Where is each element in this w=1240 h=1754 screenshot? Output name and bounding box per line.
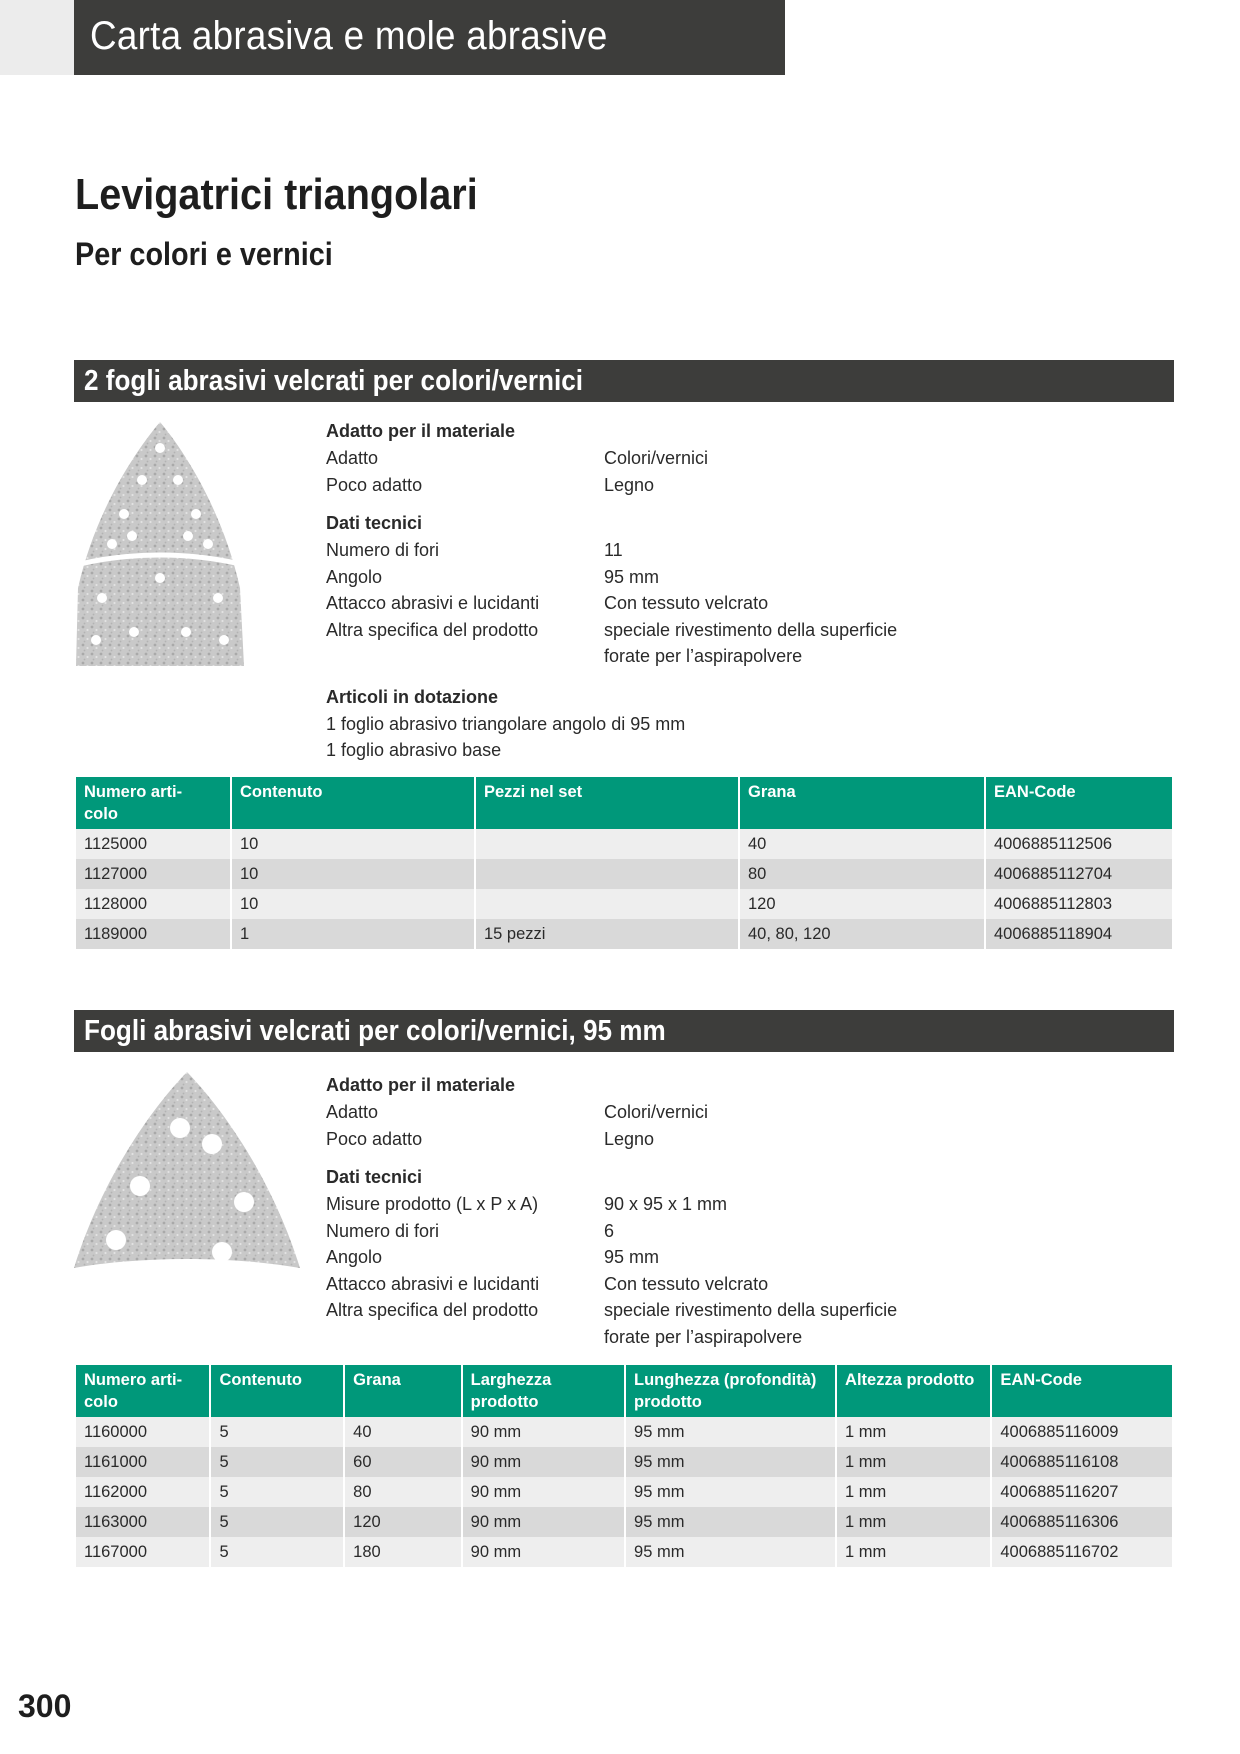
- category-title: Carta abrasiva e mole abrasive: [90, 14, 608, 58]
- col-header: Contenuto: [232, 777, 474, 829]
- tech-heading: Dati tecnici: [326, 1167, 423, 1187]
- table-row: [76, 829, 1172, 859]
- col-header: Lunghezza (profondità) prodotto: [626, 1365, 835, 1417]
- table-cell: 1: [232, 919, 474, 949]
- spec-key: Numero di fori: [326, 540, 440, 560]
- table-cell: 90 mm: [463, 1417, 624, 1447]
- table-cell: 4006885116306: [992, 1507, 1172, 1537]
- table-cell: 4006885112704: [986, 859, 1172, 889]
- triangle-sheet-shape: [76, 422, 244, 666]
- spec-value: 6: [604, 1220, 615, 1241]
- spec-value: speciale rivestimento della superficie: [604, 619, 898, 640]
- product1-image: [72, 418, 248, 674]
- table-cell: 95 mm: [626, 1477, 835, 1507]
- included-item: 1 foglio abrasivo base: [326, 739, 502, 760]
- spec-value: Con tessuto velcrato: [604, 593, 769, 613]
- table-cell: 5: [211, 1507, 343, 1537]
- material-heading: Adatto per il materiale: [326, 421, 516, 441]
- spec-key: Misure prodotto (L x P x A): [326, 1194, 539, 1214]
- section1-table: [74, 777, 1174, 949]
- table-cell: 1127000: [76, 859, 230, 889]
- table-cell: 80: [740, 859, 984, 889]
- table-cell: 1128000: [76, 889, 230, 919]
- spec-key: Attacco abrasivi e lucidanti: [326, 1273, 540, 1294]
- table-cell: 5: [211, 1537, 343, 1567]
- table-cell: 90 mm: [463, 1507, 624, 1537]
- table-row: [76, 1417, 1172, 1447]
- spec-value: Colori/vernici: [604, 1102, 709, 1122]
- table-cell: 60: [345, 1447, 461, 1477]
- col-header: Grana: [740, 777, 984, 829]
- table-cell: 90 mm: [463, 1447, 624, 1477]
- spec-value: 90 x 95 x 1 mm: [604, 1194, 728, 1214]
- spec-value: 11: [604, 540, 623, 560]
- table-cell: [476, 859, 738, 889]
- table-cell: 1189000: [76, 919, 230, 949]
- spec-key: Adatto: [326, 1102, 379, 1122]
- table-cell: 4006885116702: [992, 1537, 1172, 1567]
- table-cell: 1160000: [76, 1417, 209, 1447]
- table-cell: 1162000: [76, 1477, 209, 1507]
- table-cell: 80: [345, 1477, 461, 1507]
- table-cell: 5: [211, 1477, 343, 1507]
- table-cell: 180: [345, 1537, 461, 1567]
- table-cell: 4006885112803: [986, 889, 1172, 919]
- table-cell: 95 mm: [626, 1507, 835, 1537]
- spec-key: Angolo: [326, 566, 383, 587]
- table-cell: 95 mm: [626, 1447, 835, 1477]
- table-cell: 95 mm: [626, 1537, 835, 1567]
- table-cell: 120: [345, 1507, 461, 1537]
- page-title: Levigatrici triangolari: [75, 170, 478, 219]
- page-number: 300: [18, 1688, 72, 1724]
- section1-specs: [326, 418, 1086, 763]
- table-row: [76, 889, 1172, 919]
- table-cell: 10: [232, 829, 474, 859]
- table-cell: 120: [740, 889, 984, 919]
- table-cell: 4006885116207: [992, 1477, 1172, 1507]
- table-cell: 4006885118904: [986, 919, 1172, 949]
- table-cell: 90 mm: [463, 1477, 624, 1507]
- col-header: Pezzi nel set: [476, 777, 738, 829]
- table-cell: 4006885116009: [992, 1417, 1172, 1447]
- table-cell: 1125000: [76, 829, 230, 859]
- col-header: Numero arti- colo: [76, 777, 230, 829]
- table-row: [76, 1507, 1172, 1537]
- included-heading: Articoli in dotazione: [326, 686, 499, 707]
- category-header: [74, 0, 785, 75]
- spec-value: forate per l’aspirapolvere: [604, 1326, 803, 1347]
- table-cell: 40, 80, 120: [740, 919, 984, 949]
- table-cell: 10: [232, 859, 474, 889]
- header-left-block: [0, 0, 74, 75]
- table-cell: 40: [345, 1417, 461, 1447]
- product2-image: [72, 1068, 302, 1280]
- col-header: Numero arti- colo: [76, 1365, 209, 1417]
- spec-key: Numero di fori: [326, 1220, 440, 1241]
- table-cell: 1 mm: [837, 1537, 990, 1567]
- tech-heading: Dati tecnici: [326, 513, 423, 533]
- col-header: Altezza prodotto: [837, 1365, 990, 1417]
- table-cell: 4006885112506: [986, 829, 1172, 859]
- table-cell: 1161000: [76, 1447, 209, 1477]
- table-cell: 5: [211, 1447, 343, 1477]
- spec-value: 95 mm: [604, 1247, 660, 1267]
- table-cell: 1 mm: [837, 1507, 990, 1537]
- table-cell: 40: [740, 829, 984, 859]
- spec-key: Poco adatto: [326, 1128, 423, 1149]
- table-cell: [476, 889, 738, 919]
- spec-value: Colori/vernici: [604, 448, 709, 468]
- page-subtitle: Per colori e vernici: [75, 236, 333, 272]
- spec-key: Attacco abrasivi e lucidanti: [326, 593, 540, 613]
- material-heading: Adatto per il materiale: [326, 1075, 516, 1095]
- table-cell: 90 mm: [463, 1537, 624, 1567]
- spec-value: forate per l’aspirapolvere: [604, 646, 803, 666]
- included-item: 1 foglio abrasivo triangolare angolo di 95 mm: [326, 713, 686, 734]
- section2-table: [74, 1365, 1174, 1567]
- table-row: [76, 859, 1172, 889]
- table-cell: 1 mm: [837, 1477, 990, 1507]
- table-cell: 1163000: [76, 1507, 209, 1537]
- spec-value: 95 mm: [604, 566, 660, 587]
- col-header: EAN-Code: [986, 777, 1172, 829]
- spec-key: Adatto: [326, 448, 379, 468]
- section1-title: 2 fogli abrasivi velcrati per colori/vernici: [84, 365, 584, 397]
- spec-value: speciale rivestimento della superficie: [604, 1300, 898, 1320]
- section2-title-bar: [74, 1010, 1174, 1052]
- table-cell: [476, 829, 738, 859]
- table-row: [76, 1537, 1172, 1567]
- table-cell: 5: [211, 1417, 343, 1447]
- table-cell: 1167000: [76, 1537, 209, 1567]
- table-cell: 1 mm: [837, 1417, 990, 1447]
- spec-value: Legno: [604, 1128, 655, 1149]
- table-cell: 15 pezzi: [476, 919, 738, 949]
- table-cell: 95 mm: [626, 1417, 835, 1447]
- spec-key: Altra specifica del prodotto: [326, 619, 539, 640]
- col-header: Grana: [345, 1365, 461, 1417]
- table-cell: 10: [232, 889, 474, 919]
- section2-specs: [326, 1072, 1086, 1350]
- table-row: [76, 1477, 1172, 1507]
- spec-key: Angolo: [326, 1247, 383, 1267]
- table-cell: 4006885116108: [992, 1447, 1172, 1477]
- section1-title-bar: [74, 360, 1174, 402]
- spec-value: Con tessuto velcrato: [604, 1273, 769, 1294]
- col-header: EAN-Code: [992, 1365, 1172, 1417]
- col-header: Larghezza prodotto: [463, 1365, 624, 1417]
- spec-value: Legno: [604, 474, 655, 495]
- table-row: [76, 1447, 1172, 1477]
- table-cell: 1 mm: [837, 1447, 990, 1477]
- spec-key: Altra specifica del prodotto: [326, 1300, 539, 1320]
- table-row: [76, 919, 1172, 949]
- section2-title: Fogli abrasivi velcrati per colori/vernici, 95 mm: [84, 1015, 666, 1047]
- spec-key: Poco adatto: [326, 474, 423, 495]
- col-header: Contenuto: [211, 1365, 343, 1417]
